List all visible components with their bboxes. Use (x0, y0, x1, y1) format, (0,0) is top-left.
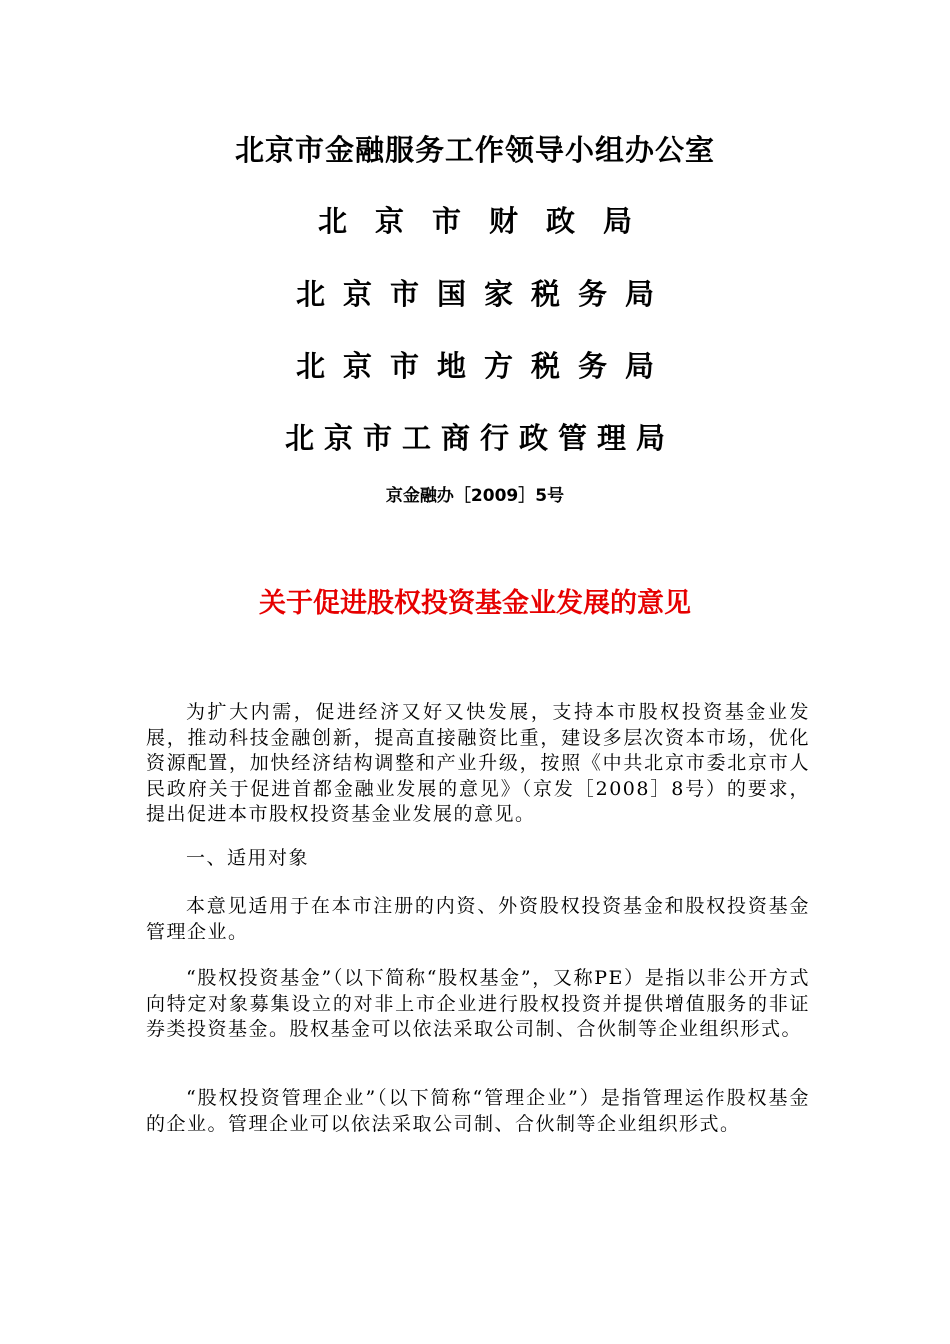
issuer-national-tax-bureau: 北京市国家税务局 (295, 277, 672, 311)
fund-definition-paragraph: “股权投资基金”（以下简称“股权基金”，又称PE）是指以非公开方式向特定对象募集设立的对非上市企业进行股权投资并提供增值服务的非证券类投资基金。股权基金可以依法采取公司制、合伙制等企业组织形式。 (146, 967, 810, 1040)
issuer-local-tax-bureau: 北京市地方税务局 (295, 349, 672, 383)
section-heading-scope: 一、适用对象 (186, 847, 310, 869)
intro-paragraph: 为扩大内需，促进经济又好又快发展，支持本市股权投资基金业发展，推动科技金融创新，提高直接融资比重，建设多层次资本市场，优化资源配置，加快经济结构调整和产业升级，按照《中共北京市委北京市人民政府关于促进首都金融业发展的意见》（京发［2008］8号）的要求，提出促进本市股权投资基金业发展的意见。 (146, 701, 810, 825)
issuer-financial-office: 北京市金融服务工作领导小组办公室 (234, 133, 715, 167)
scope-paragraph: 本意见适用于在本市注册的内资、外资股权投资基金和股权投资基金管理企业。 (146, 895, 810, 943)
document-title: 关于促进股权投资基金业发展的意见 (259, 588, 691, 619)
issuer-finance-bureau: 北京市财政局 (317, 204, 660, 238)
document-number: 京金融办［2009］5号 (385, 486, 565, 506)
manager-definition-paragraph: “股权投资管理企业”（以下简称“管理企业”）是指管理运作股权基金的企业。管理企业可以依法采取公司制、合伙制等企业组织形式。 (146, 1087, 810, 1135)
issuer-industry-commerce-bureau: 北京市工商行政管理局 (284, 421, 675, 455)
